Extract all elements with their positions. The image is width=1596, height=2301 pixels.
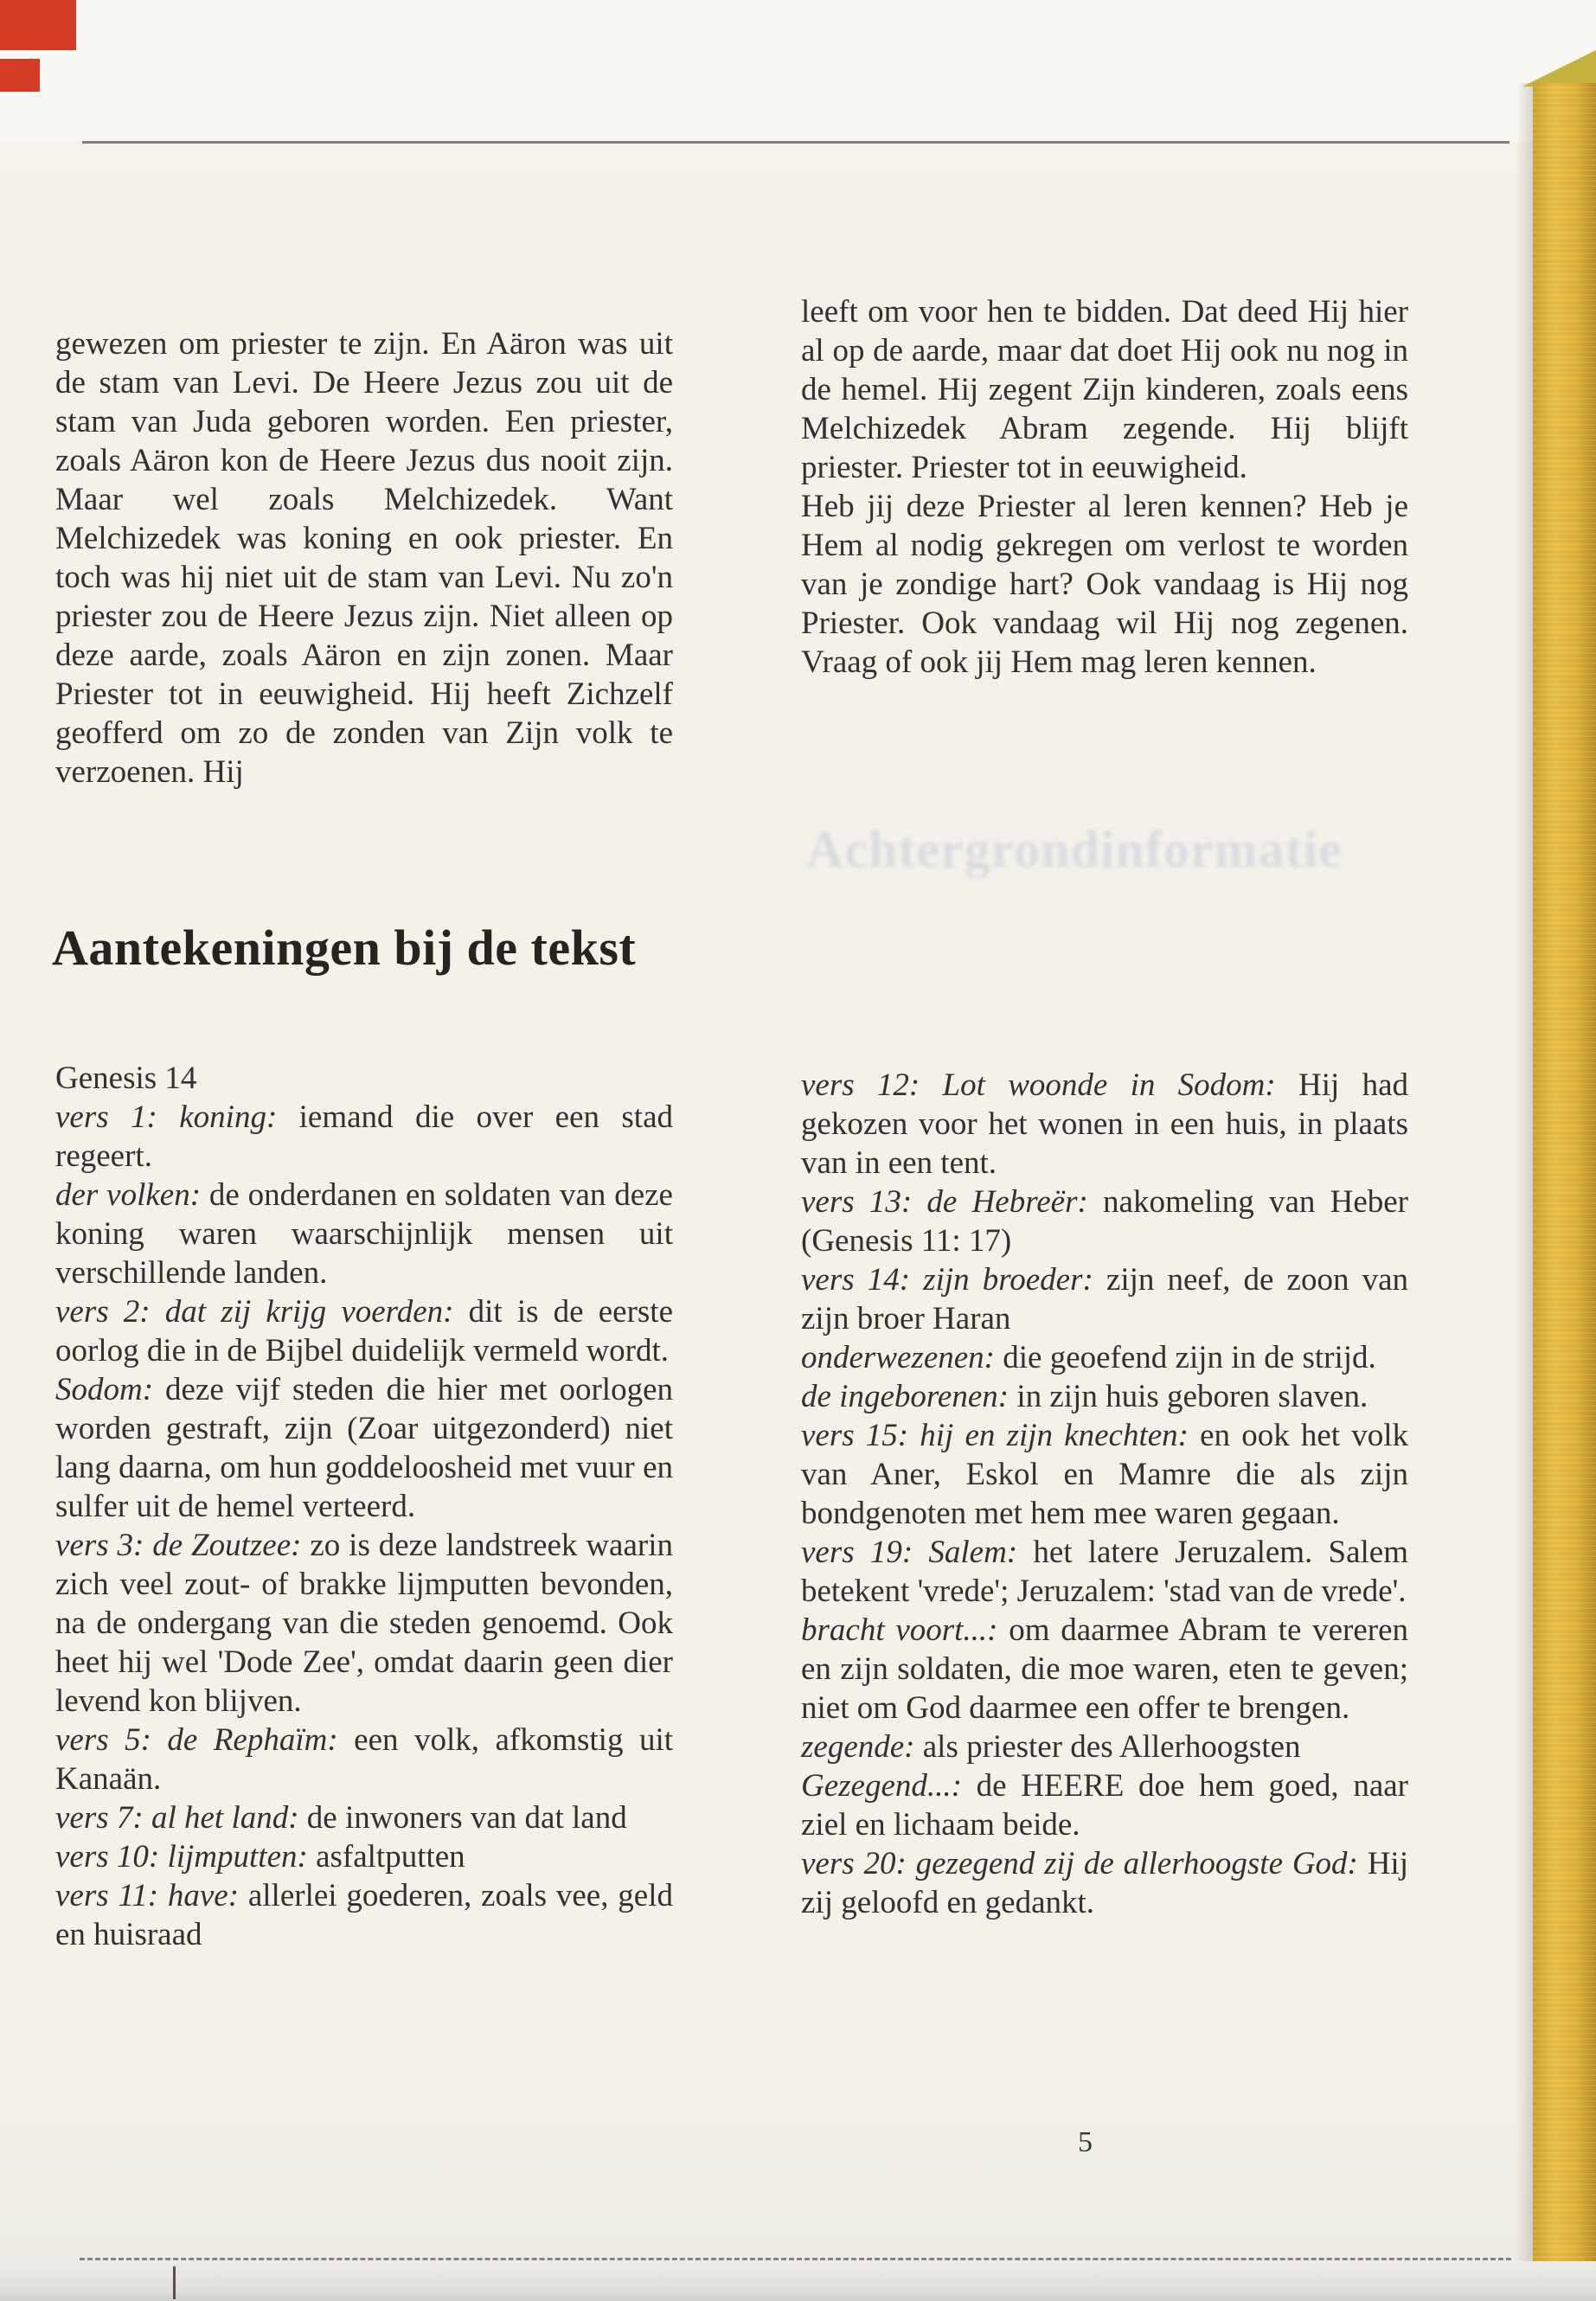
- note-text: het latere Jeruzalem. Salem betekent 'vrede'; Jeruzalem: 'stad van de vrede'.: [801, 1535, 1408, 1609]
- note-text: dit is de eerste oorlog die in de Bijbel duidelijk vermeld wordt.: [55, 1294, 673, 1368]
- note-text: als priester des Allerhoogsten: [914, 1729, 1301, 1765]
- note-entry: [55, 1876, 673, 1954]
- note-entry: [801, 1377, 1408, 1416]
- bleedthrough-heading: Achtergrondinformatie: [806, 821, 1343, 878]
- scan-top-strip: [0, 0, 1596, 141]
- note-text: nakomeling van Heber (Genesis 11: 17): [801, 1184, 1408, 1259]
- note-text: de onderdanen en soldaten van deze koning waren waarschijnlijk mensen uit verschillende landen.: [55, 1177, 673, 1291]
- note-text: iemand die over een stad regeert.: [55, 1099, 673, 1174]
- note-lead: vers 12: Lot woonde in Sodom:: [801, 1067, 1276, 1103]
- note-entry: [55, 1837, 673, 1876]
- note-entry: [55, 1370, 673, 1526]
- page-number: 5: [1078, 2126, 1093, 2158]
- note-lead: vers 7: al het land:: [55, 1800, 299, 1836]
- note-text: Hij had gekozen voor het wonen in een huis, in plaats van in een tent.: [801, 1067, 1409, 1181]
- note-lead: vers 3: de Zoutzee:: [55, 1528, 302, 1563]
- note-entry: [55, 1526, 673, 1721]
- note-text: asfaltputten: [307, 1839, 465, 1875]
- note-entry: [55, 1292, 673, 1370]
- note-lead: Gezegend...:: [801, 1768, 962, 1804]
- red-scan-mark: [0, 0, 76, 50]
- intro-paragraph: Heb jij deze Priester al leren kennen? Heb je Hem al nodig gekregen om verlost te worden van je zondige hart? Ook vandaag is Hij nog Priester. Ook vandaag wil Hij nog zegenen. Vraag of ook jij Hem mag leren kennen.: [801, 489, 1408, 680]
- note-text: allerlei goederen, zoals vee, geld en huisraad: [55, 1878, 673, 1952]
- note-entry: [801, 1183, 1408, 1260]
- book-edge-shadow: [1516, 83, 1533, 2263]
- note-entry: [801, 1766, 1408, 1844]
- note-text: Hij zij geloofd en gedankt.: [801, 1846, 1408, 1920]
- note-entry: [55, 1098, 673, 1176]
- intro-paragraph: leeft om voor hen te bidden. Dat deed Hij hier al op de aarde, maar dat doet Hij ook nu nog in de hemel. Hij zegent Zijn kinderen, zoals eens Melchizedek Abram zegende. Hij blijft priester. Priester tot in eeuwigheid.: [801, 294, 1408, 485]
- page-top-rule: [82, 141, 1509, 144]
- notes-left-list: [55, 1098, 673, 1954]
- notes-subheading: Genesis 14: [55, 1061, 197, 1096]
- red-scan-mark: [0, 59, 40, 92]
- note-text: in zijn huis geboren slaven.: [1009, 1379, 1368, 1414]
- intro-left-column: gewezen om priester te zijn. En Aäron was uit de stam van Levi. De Heere Jezus zou uit de stam van Juda geboren worden. Een priester, zoals Aäron kon de Heere Jezus dus nooit zijn. Maar wel zoals Melchizedek. Want Melchizedek was koning en ook priester. En toch was hij niet uit de stam van Levi. Nu zo'n priester zou de Heere Jezus zijn. Niet alleen op deze aarde, zoals Aäron en zijn zonen. Maar Priester tot in eeuwigheid. Hij heeft Zichzelf geofferd om zo de zonden van Zijn volk te verzoenen. Hij: [55, 326, 673, 790]
- note-entry: [801, 1260, 1408, 1338]
- note-text: een volk, afkomstig uit Kanaän.: [55, 1722, 673, 1797]
- note-text: om daarmee Abram te vereren en zijn soldaten, die moe waren, eten te geven; niet om God daarmee een offer te brengen.: [801, 1612, 1408, 1726]
- intro-right-column: [801, 292, 1408, 682]
- note-entry: [801, 1844, 1408, 1922]
- note-entry: [55, 1721, 673, 1798]
- note-text: de inwoners van dat land: [298, 1800, 627, 1836]
- note-entry: [801, 1338, 1408, 1377]
- note-lead: zegende:: [801, 1729, 915, 1765]
- note-text: zijn neef, de zoon van zijn broer Haran: [801, 1262, 1409, 1336]
- notes-right-list: [801, 1066, 1408, 1922]
- book-edge-band: [1533, 83, 1596, 2263]
- note-entry: [55, 1798, 673, 1837]
- note-text: en ook het volk van Aner, Eskol en Mamre die als zijn bondgenoten met hem mee waren gegaan.: [801, 1418, 1408, 1531]
- note-lead: vers 13: de Hebreër:: [801, 1184, 1088, 1220]
- note-text: de HEERE doe hem goed, naar ziel en lichaam beide.: [801, 1768, 1408, 1843]
- note-lead: der volken:: [55, 1177, 202, 1213]
- note-text: deze vijf steden die hier met oorlogen worden gestraft, zijn (Zoar uitgezonderd) niet lang daarna, om hun goddeloosheid met vuur en sulfer uit de hemel verteerd.: [55, 1372, 673, 1524]
- note-lead: vers 5: de Rephaïm:: [55, 1722, 338, 1758]
- note-lead: de ingeborenen:: [801, 1379, 1010, 1414]
- note-lead: onderwezenen:: [801, 1340, 995, 1375]
- note-lead: vers 20: gezegend zij de allerhoogste God:: [801, 1846, 1358, 1881]
- note-entry: [801, 1533, 1408, 1611]
- scan-bottom-strip: [0, 2261, 1596, 2301]
- note-entry: [801, 1611, 1408, 1727]
- bottom-tick-mark: [173, 2266, 176, 2299]
- note-lead: bracht voort...:: [801, 1612, 998, 1648]
- note-entry: [801, 1416, 1408, 1533]
- note-lead: vers 2: dat zij krijg voerden:: [55, 1294, 454, 1330]
- note-lead: vers 10: lijmputten:: [55, 1839, 308, 1875]
- note-lead: vers 1: koning:: [55, 1099, 278, 1135]
- note-text: die geoefend zijn in de strijd.: [995, 1340, 1376, 1375]
- section-heading: Aantekeningen bij de tekst: [52, 920, 637, 976]
- note-entry: [801, 1066, 1408, 1183]
- note-text: zo is deze landstreek waarin zich veel zout- of brakke lijmputten bevonden, na de ondergang van die steden genoemd. Ook heet hij wel 'Dode Zee', omdat daarin geen dier levend kon blijven.: [55, 1528, 673, 1719]
- note-entry: [55, 1176, 673, 1292]
- note-lead: vers 14: zijn broeder:: [801, 1262, 1093, 1298]
- note-lead: vers 19: Salem:: [801, 1535, 1018, 1570]
- note-lead: vers 15: hij en zijn knechten:: [801, 1418, 1189, 1453]
- notes-right-column: [801, 1066, 1408, 1922]
- note-lead: Sodom:: [55, 1372, 154, 1407]
- notes-left-column: [55, 1059, 673, 1954]
- bottom-dashed-rule: [80, 2258, 1511, 2260]
- note-lead: vers 11: have:: [55, 1878, 240, 1913]
- note-entry: [801, 1727, 1408, 1766]
